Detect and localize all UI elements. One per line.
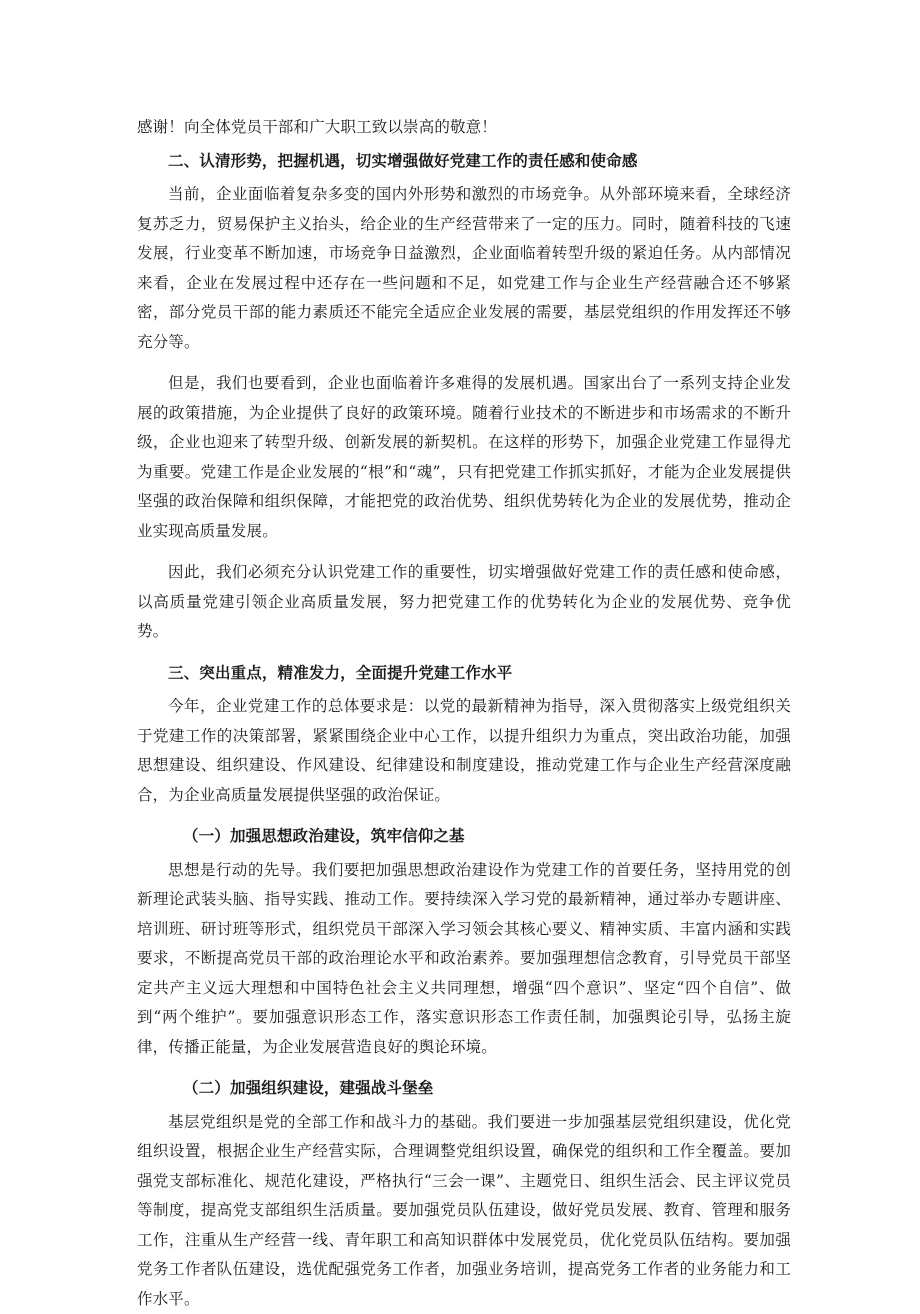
paragraph-overall-requirements: 今年，企业党建工作的总体要求是：以党的最新精神为指导，深入贯彻落实上级党组织关于党建工作的决策部署，紧紧围绕企业中心工作，以提升组织力为重点，突出政治功能，加强思想建设、组织建设、作风建设、纪律建设和制度建设，推动党建工作与企业生产经营深度融合，为企业高质量发展提供坚强的政治保证。 <box>137 692 791 810</box>
section-heading-2: 二、认清形势，把握机遇，切实增强做好党建工作的责任感和使命感 <box>137 147 791 177</box>
opening-paragraph-tail: 感谢！向全体党员干部和广大职工致以崇高的敬意！ <box>137 113 791 143</box>
paragraph-conclusion: 因此，我们必须充分认识党建工作的重要性，切实增强做好党建工作的责任感和使命感，以高质量党建引领企业高质量发展，努力把党建工作的优势转化为企业的发展优势、竞争优势。 <box>137 558 791 647</box>
section-heading-3: 三、突出重点，精准发力，全面提升党建工作水平 <box>137 659 791 689</box>
subsection-heading-2: （二）加强组织建设，建强战斗堡垒 <box>137 1074 791 1104</box>
paragraph-opportunities: 但是，我们也要看到，企业也面临着许多难得的发展机遇。国家出台了一系列支持企业发展的政策措施，为企业提供了良好的政策环境。随着行业技术的不断进步和市场需求的不断升级，企业也迎来了转型升级、创新发展的新契机。在这样的形势下，加强企业党建工作显得尤为重要。党建工作是企业发展的“根”和“魂”，只有把党建工作抓实抓好，才能为企业发展提供坚强的政治保障和组织保障，才能把党的政治优势、组织优势转化为企业的发展优势，推动企业实现高质量发展。 <box>137 369 791 546</box>
paragraph-situation: 当前，企业面临着复杂多变的国内外形势和激烈的市场竞争。从外部环境来看，全球经济复苏乏力，贸易保护主义抬头，给企业的生产经营带来了一定的压力。同时，随着科技的飞速发展，行业变革不断加速，市场竞争日益激烈，企业面临着转型升级的紧迫任务。从内部情况来看，企业在发展过程中还存在一些问题和不足，如党建工作与企业生产经营融合还不够紧密，部分党员干部的能力素质还不能完全适应企业发展的需要，基层党组织的作用发挥还不够充分等。 <box>137 180 791 357</box>
paragraph-organizational-building: 基层党组织是党的全部工作和战斗力的基础。我们要进一步加强基层党组织建设，优化党组织设置，根据企业生产经营实际，合理调整党组织设置，确保党的组织和工作全覆盖。要加强党支部标准化、规范化建设，严格执行“三会一课”、主题党日、组织生活会、民主评议党员等制度，提高党支部组织生活质量。要加强党员队伍建设，做好党员发展、教育、管理和服务工作，注重从生产经营一线、青年职工和高知识群体中发展党员，优化党员队伍结构。要加强党务工作者队伍建设，选优配强党务工作者，加强业务培训，提高党务工作者的业务能力和工作水平。 <box>137 1108 791 1314</box>
subsection-heading-1: （一）加强思想政治建设，筑牢信仰之基 <box>137 822 791 852</box>
paragraph-ideological-building: 思想是行动的先导。我们要把加强思想政治建设作为党建工作的首要任务，坚持用党的创新理论武装头脑、指导实践、推动工作。要持续深入学习党的最新精神，通过举办专题讲座、培训班、研讨班等形式，组织党员干部深入学习领会其核心要义、精神实质、丰富内涵和实践要求，不断提高党员干部的政治理论水平和政治素养。要加强理想信念教育，引导党员干部坚定共产主义远大理想和中国特色社会主义共同理想，增强“四个意识”、坚定“四个自信”、做到“两个维护”。要加强意识形态工作，落实意识形态工作责任制，加强舆论引导，弘扬主旋律，传播正能量，为企业发展营造良好的舆论环境。 <box>137 856 791 1063</box>
document-page <box>137 113 791 1314</box>
